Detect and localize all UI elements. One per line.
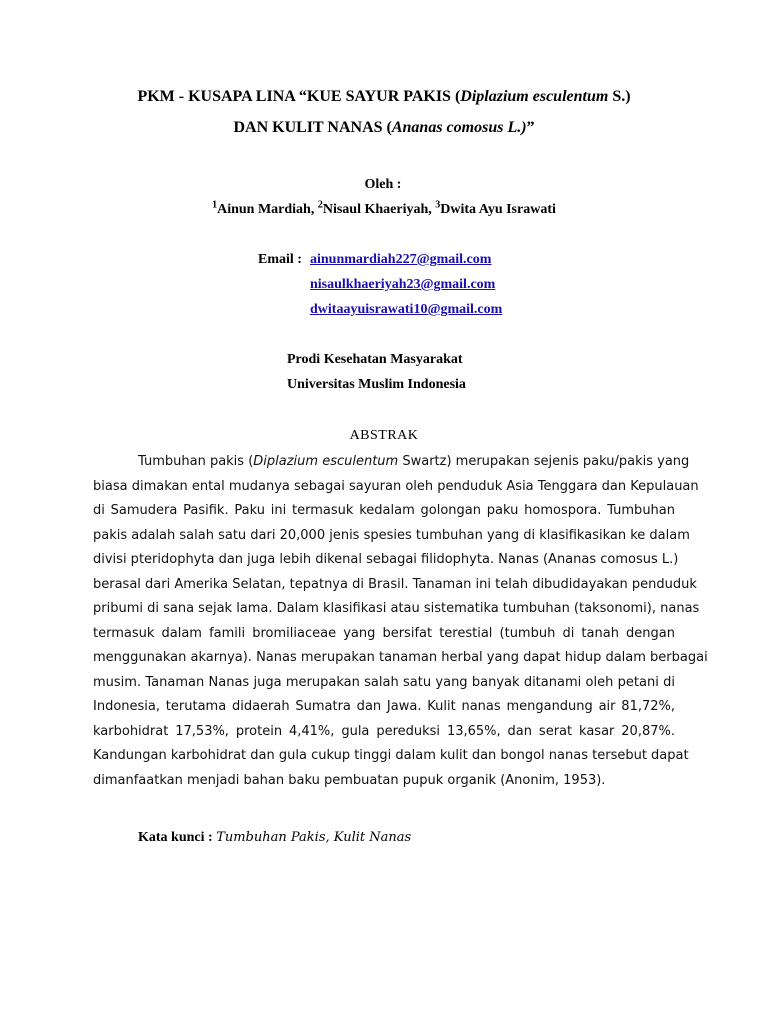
abstract-heading: ABSTRAK xyxy=(349,428,419,443)
author-line xyxy=(0,199,768,218)
title-line-1: PKM - KUSAPA LINA “KUE SAYUR PAKIS (Diplazium esculentum S.) xyxy=(137,88,631,105)
author-1-name: Ainun Mardiah, xyxy=(217,202,318,217)
abstract-line: karbohidrat 17,53%, protein 4,41%, gula pereduksi 13,65%, dan serat kasar 20,87%. xyxy=(93,723,675,739)
abstract-line: divisi pteridophyta dan juga lebih dikenal sebagai filidophyta. Nanas (Ananas comosus L.) xyxy=(93,552,679,567)
author-2-number: 2 xyxy=(317,199,323,211)
author-1-number: 1 xyxy=(212,199,218,211)
email-link-3[interactable]: dwitaayuisrawati10@gmail.com xyxy=(310,302,503,317)
title-species-1: Diplazium esculentum xyxy=(460,88,609,105)
email-link-2[interactable]: nisaulkhaeriyah23@gmail.com xyxy=(310,277,496,292)
abstract-line: musim. Tanaman Nanas juga merupakan salah satu yang banyak ditanami oleh petani di xyxy=(93,674,675,690)
email-label: Email : xyxy=(258,252,302,267)
author-2-name: Nisaul Khaeriyah, xyxy=(322,202,436,217)
abstract-line: dimanfaatkan menjadi bahan baku pembuatan pupuk organik (Anonim, 1953). xyxy=(93,772,606,788)
title-species-2: Ananas comosus L.) xyxy=(391,119,527,136)
oleh-label: Oleh : xyxy=(364,177,402,192)
abstract-species-name: Diplazium esculentum xyxy=(253,454,399,469)
abstract-line: Kandungan karbohidrat dan gula cukup tinggi dalam kulit dan bongol nanas tersebut dapat xyxy=(93,748,689,763)
author-3-number: 3 xyxy=(435,199,441,211)
institution-prodi: Prodi Kesehatan Masyarakat xyxy=(287,352,463,367)
abstract-line: biasa dimakan ental mudanya sebagai sayuran oleh penduduk Asia Tenggara dan Kepulauan xyxy=(93,478,699,494)
abstract-line: menggunakan akarnya). Nanas merupakan tanaman herbal yang dapat hidup dalam berbagai xyxy=(93,650,708,665)
abstract-line: Tumbuhan pakis (Diplazium esculentum Swartz) merupakan sejenis paku/pakis yang xyxy=(138,454,690,469)
institution-university: Universitas Muslim Indonesia xyxy=(287,377,466,392)
abstract-line: Indonesia, terutama didaerah Sumatra dan Jawa. Kulit nanas mengandung air 81,72%, xyxy=(93,699,675,714)
title-line-2: DAN KULIT NANAS (Ananas comosus L.)” xyxy=(233,119,535,136)
abstract-line: pribumi di sana sejak lama. Dalam klasifikasi atau sistematika tumbuhan (taksonomi), nanas xyxy=(93,601,700,616)
abstract-line: pakis adalah salah satu dari 20,000 jenis spesies tumbuhan yang di klasifikasikan ke dalam xyxy=(93,527,690,543)
keywords-value: Tumbuhan Pakis, Kulit Nanas xyxy=(216,830,412,845)
keywords-label: Kata kunci : xyxy=(138,830,217,845)
abstract-line: berasal dari Amerika Selatan, tepatnya di Brasil. Tanaman ini telah dibudidayakan penduduk xyxy=(93,576,697,592)
abstract-line: di Samudera Pasifik. Paku ini termasuk kedalam golongan paku homospora. Tumbuhan xyxy=(93,503,675,518)
abstract-line: termasuk dalam famili bromiliaceae yang bersifat terestial (tumbuh di tanah dengan xyxy=(93,625,675,641)
author-3-name: Dwita Ayu Israwati xyxy=(440,202,556,217)
abstract-body xyxy=(93,450,708,793)
keywords xyxy=(138,830,411,846)
email-link-1[interactable]: ainunmardiah227@gmail.com xyxy=(310,252,492,267)
